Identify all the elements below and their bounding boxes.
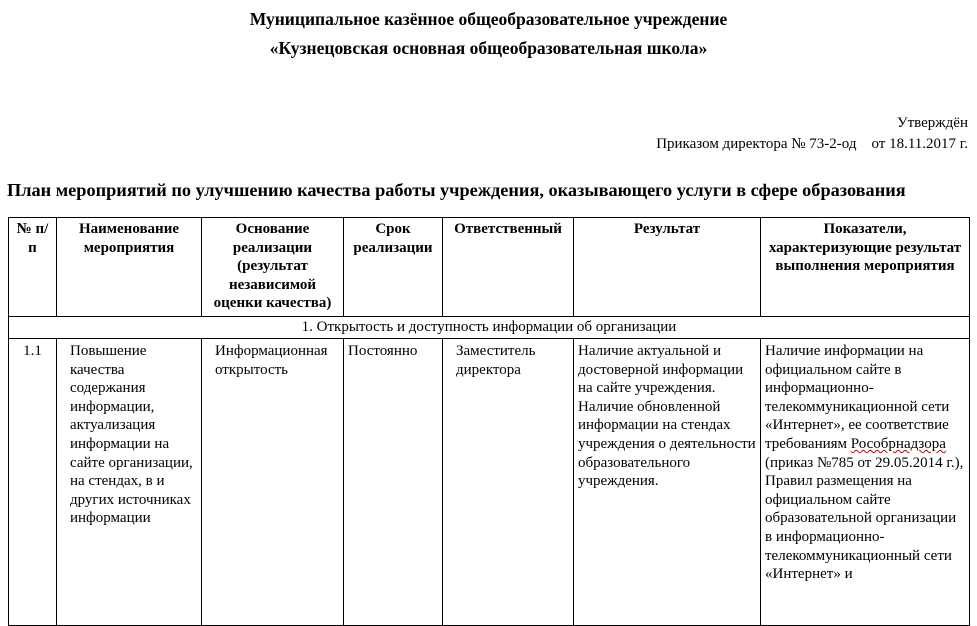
- header-number: № п/п: [9, 218, 57, 317]
- organization-name-line1: Муниципальное казённое общеобразовательное учреждение: [249, 9, 728, 29]
- header-term: Срок реализации: [344, 218, 443, 317]
- approval-label: Утверждён: [896, 115, 968, 131]
- cell-name: Повышение качества содержания информации, актуализация информации на сайте организации, на стендах, в и других источниках информации: [57, 339, 202, 626]
- action-plan-table: [8, 217, 970, 626]
- indicator-text-part1: Наличие информации на официальном сайте в информационно-телекоммуникационной сети «Интернет», ее соответствие требованиям: [765, 343, 950, 452]
- header-responsible: Ответственный: [443, 218, 574, 317]
- cell-basis: Информационная открытость: [202, 339, 344, 626]
- table-row: [9, 339, 970, 626]
- cell-result: Наличие актуальной и достоверной информации на сайте учреждения. Наличие обновленной информации на стендах учреждения о деятельности образовательного учреждения.: [574, 339, 761, 626]
- table-header-row: [9, 218, 970, 317]
- cell-responsible: Заместитель директора: [443, 339, 574, 626]
- plan-title: План мероприятий по улучшению качества работы учреждения, оказывающего услуги в сфере образования: [7, 180, 906, 200]
- spellcheck-word: Рособрнадзора: [850, 435, 946, 452]
- section-row: [9, 317, 970, 339]
- indicator-text-part2: (приказ №785 от 29.05.2014 г.), Правил размещения на официальном сайте образовательной организации в информационно-телекоммуникационный сети «Интернет» и: [765, 454, 964, 583]
- header-basis: Основание реализации (результат независимой оценки качества): [202, 218, 344, 317]
- cell-term: Постоянно: [344, 339, 443, 626]
- header-result: Результат: [574, 218, 761, 317]
- cell-indicators: [761, 339, 970, 626]
- header-indicators: Показатели, характеризующие результат выполнения мероприятия: [761, 218, 970, 317]
- cell-number: 1.1: [9, 339, 57, 626]
- organization-name-line2: «Кузнецовская основная общеобразовательная школа»: [269, 38, 708, 58]
- section-title: 1. Открытость и доступность информации об организации: [9, 317, 970, 339]
- approval-order: Приказом директора № 73-2-од от 18.11.2017 г.: [656, 136, 968, 152]
- header-name: Наименование мероприятия: [57, 218, 202, 317]
